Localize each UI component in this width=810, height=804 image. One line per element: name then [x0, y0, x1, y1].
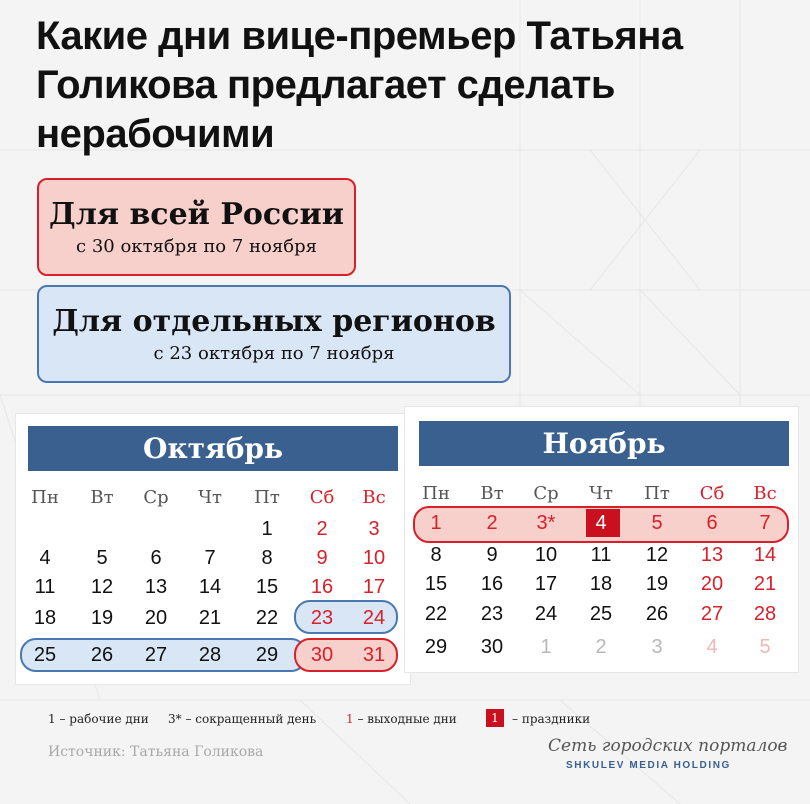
calendar-day: 30 [480, 636, 504, 658]
calendar-day: 12 [90, 576, 114, 598]
calendar-day: 17 [534, 573, 558, 595]
weekday-header: Вт [480, 483, 504, 504]
calendar-day: 9 [316, 547, 328, 569]
calendar-day: 7 [759, 512, 771, 534]
regions-period: с 23 октября по 7 ноября [153, 343, 395, 364]
calendar-day: 3 [651, 636, 663, 658]
calendar-day: 9 [486, 544, 498, 566]
calendar-day: 22 [255, 607, 279, 629]
calendar-day: 2 [595, 636, 607, 658]
november-calendar [405, 407, 798, 672]
calendar-day: 18 [589, 573, 613, 595]
calendar-day: 28 [198, 644, 222, 666]
calendar-day: 29 [424, 636, 448, 658]
calendar-day: 4 [595, 512, 607, 534]
calendar-day: 15 [255, 576, 279, 598]
page-title: Какие дни вице-премьер Татьяна Голикова предлагает сделать нерабочими [36, 14, 683, 156]
calendar-day: 13 [700, 544, 724, 566]
calendar-day: 23 [480, 603, 504, 625]
calendar-day: 3* [536, 512, 556, 534]
russia-box [37, 178, 356, 276]
calendar-day: 24 [534, 603, 558, 625]
calendar-day: 31 [362, 644, 386, 666]
calendar-day: 13 [144, 576, 168, 598]
calendar-day: 8 [430, 544, 442, 566]
weekday-header: Пн [31, 487, 59, 508]
calendar-day: 27 [144, 644, 168, 666]
calendar-day: 11 [590, 544, 612, 566]
calendar-day: 25 [33, 644, 57, 666]
calendar-day: 14 [753, 544, 777, 566]
calendar-day: 21 [198, 607, 222, 629]
calendar-day: 26 [645, 603, 669, 625]
calendar-day: 15 [424, 573, 448, 595]
regions-box [37, 285, 511, 383]
calendar-day: 16 [310, 576, 334, 598]
calendar-day: 1 [261, 518, 273, 540]
calendar-day: 10 [534, 544, 558, 566]
legend-workday: 1 – рабочие дни [48, 712, 149, 726]
source-note: Источник: Татьяна Голикова [48, 744, 264, 760]
calendar-day: 29 [255, 644, 279, 666]
weekday-header: Ср [533, 483, 559, 504]
legend-holiday-sample: 1 [486, 709, 504, 727]
weekday-header: Чт [198, 487, 222, 508]
russia-period: с 30 октября по 7 ноября [76, 236, 317, 257]
weekday-header: Вт [90, 487, 114, 508]
calendar-day: 6 [150, 547, 162, 569]
calendar-day: 28 [753, 603, 777, 625]
calendar-day: 20 [144, 607, 168, 629]
brand-tagline: Сеть городских порталов [548, 736, 788, 756]
calendar-day: 26 [90, 644, 114, 666]
calendar-day: 7 [204, 547, 216, 569]
calendar-day: 27 [700, 603, 724, 625]
calendar-day: 10 [362, 547, 386, 569]
calendar-day: 19 [645, 573, 669, 595]
calendar-day: 8 [261, 547, 273, 569]
weekday-header: Пт [644, 483, 670, 504]
legend-shortened: 3* – сокращенный день [168, 712, 317, 726]
russia-heading: Для всей России [49, 197, 344, 232]
calendar-day: 3 [368, 518, 380, 540]
calendar-day: 24 [362, 607, 386, 629]
calendar-day: 5 [96, 547, 108, 569]
calendar-day: 18 [33, 607, 57, 629]
legend [48, 711, 149, 727]
legend-weekend: – выходные дни [353, 712, 457, 726]
weekday-header: Пн [422, 483, 450, 504]
calendar-day: 4 [39, 547, 51, 569]
weekday-header: Сб [309, 487, 335, 508]
calendar-day: 14 [198, 576, 222, 598]
weekday-header: Вс [753, 483, 777, 504]
weekday-header: Сб [699, 483, 725, 504]
calendar-day: 12 [645, 544, 669, 566]
regions-heading: Для отдельных регионов [52, 304, 496, 339]
calendar-day: 4 [706, 636, 718, 658]
calendar-day: 17 [362, 576, 386, 598]
calendar-day: 5 [759, 636, 771, 658]
calendar-day: 1 [540, 636, 552, 658]
calendar-day: 1 [430, 512, 442, 534]
november-month-header: Ноябрь [419, 421, 789, 466]
calendar-day: 20 [700, 573, 724, 595]
weekday-header: Ср [143, 487, 169, 508]
calendar-day: 30 [310, 644, 334, 666]
calendar-day: 19 [90, 607, 114, 629]
calendar-day: 2 [316, 518, 328, 540]
calendar-day: 6 [706, 512, 718, 534]
legend-holiday: – праздники [512, 712, 591, 726]
weekday-header: Вс [362, 487, 386, 508]
calendar-day: 21 [753, 573, 777, 595]
october-calendar [16, 414, 410, 684]
brand-logo-text: SHKULEV MEDIA HOLDING [566, 760, 731, 771]
calendar-day: 25 [589, 603, 613, 625]
weekday-header: Чт [589, 483, 613, 504]
weekday-header: Пт [254, 487, 280, 508]
calendar-day: 2 [486, 512, 498, 534]
legend-weekend-sample: 1 [346, 712, 354, 726]
calendar-day: 22 [424, 603, 448, 625]
calendar-day: 11 [34, 576, 56, 598]
october-month-header: Октябрь [28, 426, 398, 471]
calendar-day: 16 [480, 573, 504, 595]
calendar-day: 23 [310, 607, 334, 629]
calendar-day: 5 [651, 512, 663, 534]
